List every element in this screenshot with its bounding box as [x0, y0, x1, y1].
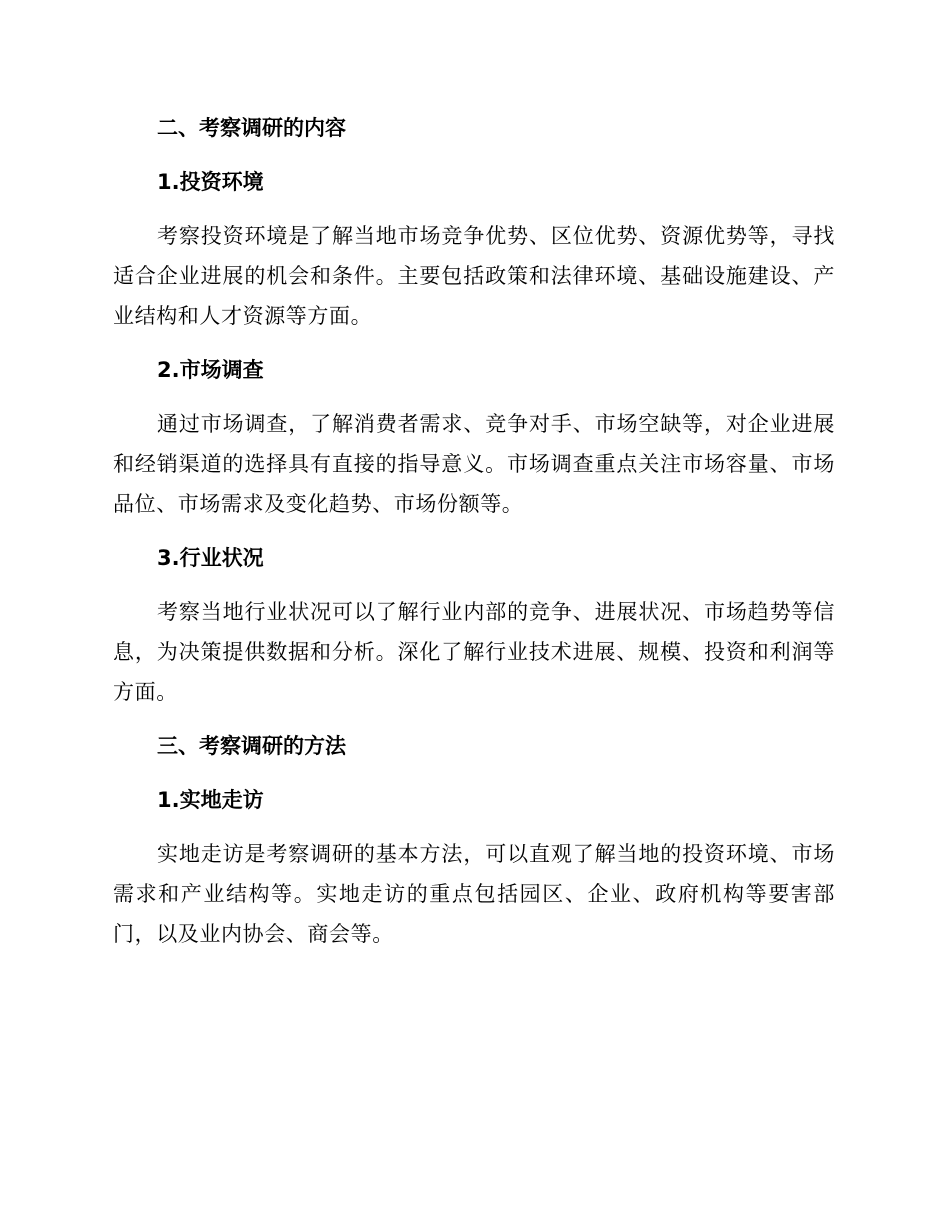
document-body	[113, 108, 835, 968]
paragraph-investment-environment: 考察投资环境是了解当地市场竞争优势、区位优势、资源优势等，寻找适合企业进展的机会和条件。主要包括政策和法律环境、基础设施建设、产业结构和人才资源等方面。	[113, 224, 835, 328]
paragraph-field-visit: 实地走访是考察调研的基本方法，可以直观了解当地的投资环境、市场需求和产业结构等。实地走访的重点包括园区、企业、政府机构等要害部门，以及业内协会、商会等。	[113, 842, 835, 946]
paragraph-industry-status: 考察当地行业状况可以了解行业内部的竞争、进展状况、市场趋势等信息，为决策提供数据和分析。深化了解行业技术进展、规模、投资和利润等方面。	[113, 600, 835, 704]
subheading-industry-status: 3.行业状况	[157, 546, 264, 570]
section-heading-research-content: 二、考察调研的内容	[157, 116, 346, 140]
paragraph-market-survey: 通过市场调查，了解消费者需求、竞争对手、市场空缺等，对企业进展和经销渠道的选择具有直接的指导意义。市场调查重点关注市场容量、市场品位、市场需求及变化趋势、市场份额等。	[113, 412, 835, 516]
subheading-market-survey: 2.市场调查	[157, 358, 264, 382]
subheading-investment-environment: 1.投资环境	[157, 170, 264, 194]
subheading-field-visit: 1.实地走访	[157, 788, 264, 812]
section-heading-research-methods: 三、考察调研的方法	[157, 734, 346, 758]
